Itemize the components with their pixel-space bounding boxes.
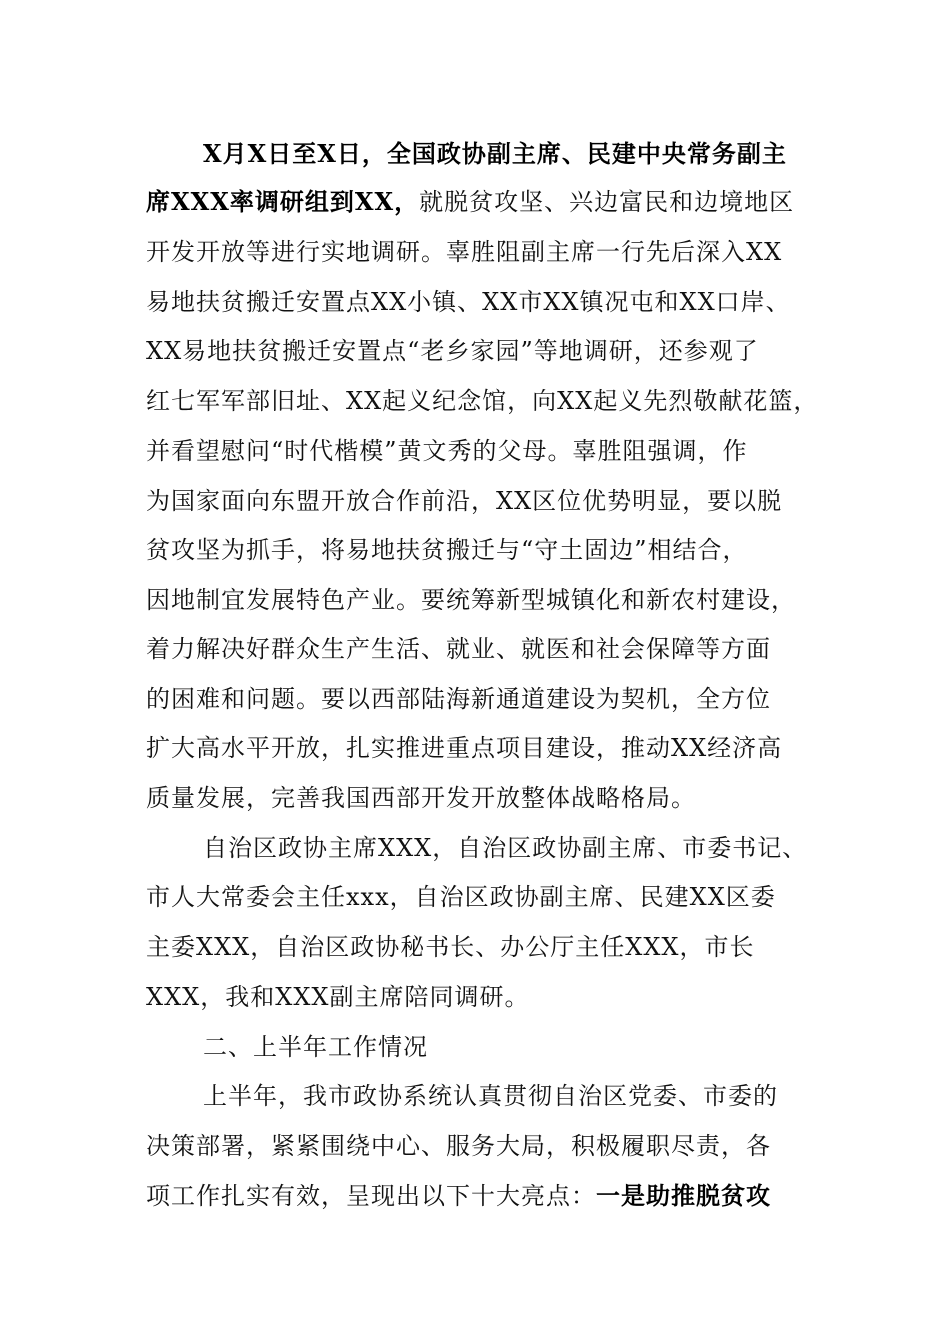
bold-text: 一是助推脱贫攻 [596,1181,771,1210]
paragraph-3-line-1 [203,1079,903,1113]
paragraph-1-line-8 [146,484,846,518]
bold-text: 席XXX率调研组到XX， [146,187,420,216]
body-text: 红七军军部旧址、XX起义纪念馆，向XX起义先烈敬献花篮， [146,387,819,415]
body-text: 的困难和问题。要以西部陆海新通道建设为契机，全方位 [146,685,771,713]
paragraph-3-line-3 [146,1179,846,1213]
body-text: 质量发展，完善我国西部开发开放整体战略格局。 [146,784,696,812]
body-text: 市人大常委会主任xxx，自治区政协副主席、民建XX区委 [146,883,776,911]
paragraph-1-line-7 [146,434,846,468]
paragraph-1-line-1 [203,137,903,171]
body-text: 易地扶贫搬迁安置点XX小镇、XX市XX镇况屯和XX口岸、 [146,288,791,316]
paragraph-2-line-1 [203,831,903,865]
body-text: 因地制宜发展特色产业。要统筹新型城镇化和新农村建设， [146,586,796,614]
body-text: 自治区政协主席XXX，自治区政协副主席、市委书记、 [203,834,808,862]
body-text: 就脱贫攻坚、兴边富民和边境地区 [419,188,795,216]
paragraph-1-line-4 [146,285,846,319]
paragraph-1-line-9 [146,533,846,567]
body-text: 主委XXX，自治区政协秘书长、办公厅主任XXX，市长 [146,933,755,961]
paragraph-2-line-3 [146,930,846,964]
body-text: 决策部署，紧紧围绕中心、服务大局，积极履职尽责，各 [146,1132,771,1160]
paragraph-2-line-2 [146,880,846,914]
paragraph-3-line-2 [146,1129,846,1163]
paragraph-1-line-11 [146,632,846,666]
paragraph-1-line-5 [146,334,846,368]
body-text: XX易地扶贫搬迁安置点“老乡家园”等地调研，还参观了 [146,337,759,365]
body-text: 并看望慰问“时代楷模”黄文秀的父母。辜胜阻强调，作 [146,437,748,465]
body-text: 扩大高水平开放，扎实推进重点项目建设，推动XX经济高 [146,734,783,762]
paragraph-1-line-6 [146,384,846,418]
body-text: 项工作扎实有效，呈现出以下十大亮点： [146,1182,596,1210]
body-text: 为国家面向东盟开放合作前沿，XX区位优势明显，要以脱 [146,487,783,515]
paragraph-1-line-3 [146,235,846,269]
bold-text: X月X日至X日，全国政协副主席、民建中央常务副主 [203,139,787,168]
body-text: 着力解决好群众生产生活、就业、就医和社会保障等方面 [146,635,771,663]
paragraph-1-line-13 [146,731,846,765]
paragraph-1-line-14 [146,781,846,815]
body-text: 上半年，我市政协系统认真贯彻自治区党委、市委的 [203,1082,778,1110]
paragraph-1-line-2 [146,185,846,219]
body-text: 贫攻坚为抓手，将易地扶贫搬迁与“守土固边”相结合， [146,536,748,564]
paragraph-1-line-10 [146,583,846,617]
paragraph-1-line-12 [146,682,846,716]
paragraph-2-line-4 [146,980,846,1014]
body-text: XXX，我和XXX副主席陪同调研。 [146,983,530,1011]
body-text: 开发开放等进行实地调研。辜胜阻副主席一行先后深入XX [146,238,783,266]
section-heading [203,1030,903,1064]
heading-text: 二、上半年工作情况 [203,1033,428,1061]
